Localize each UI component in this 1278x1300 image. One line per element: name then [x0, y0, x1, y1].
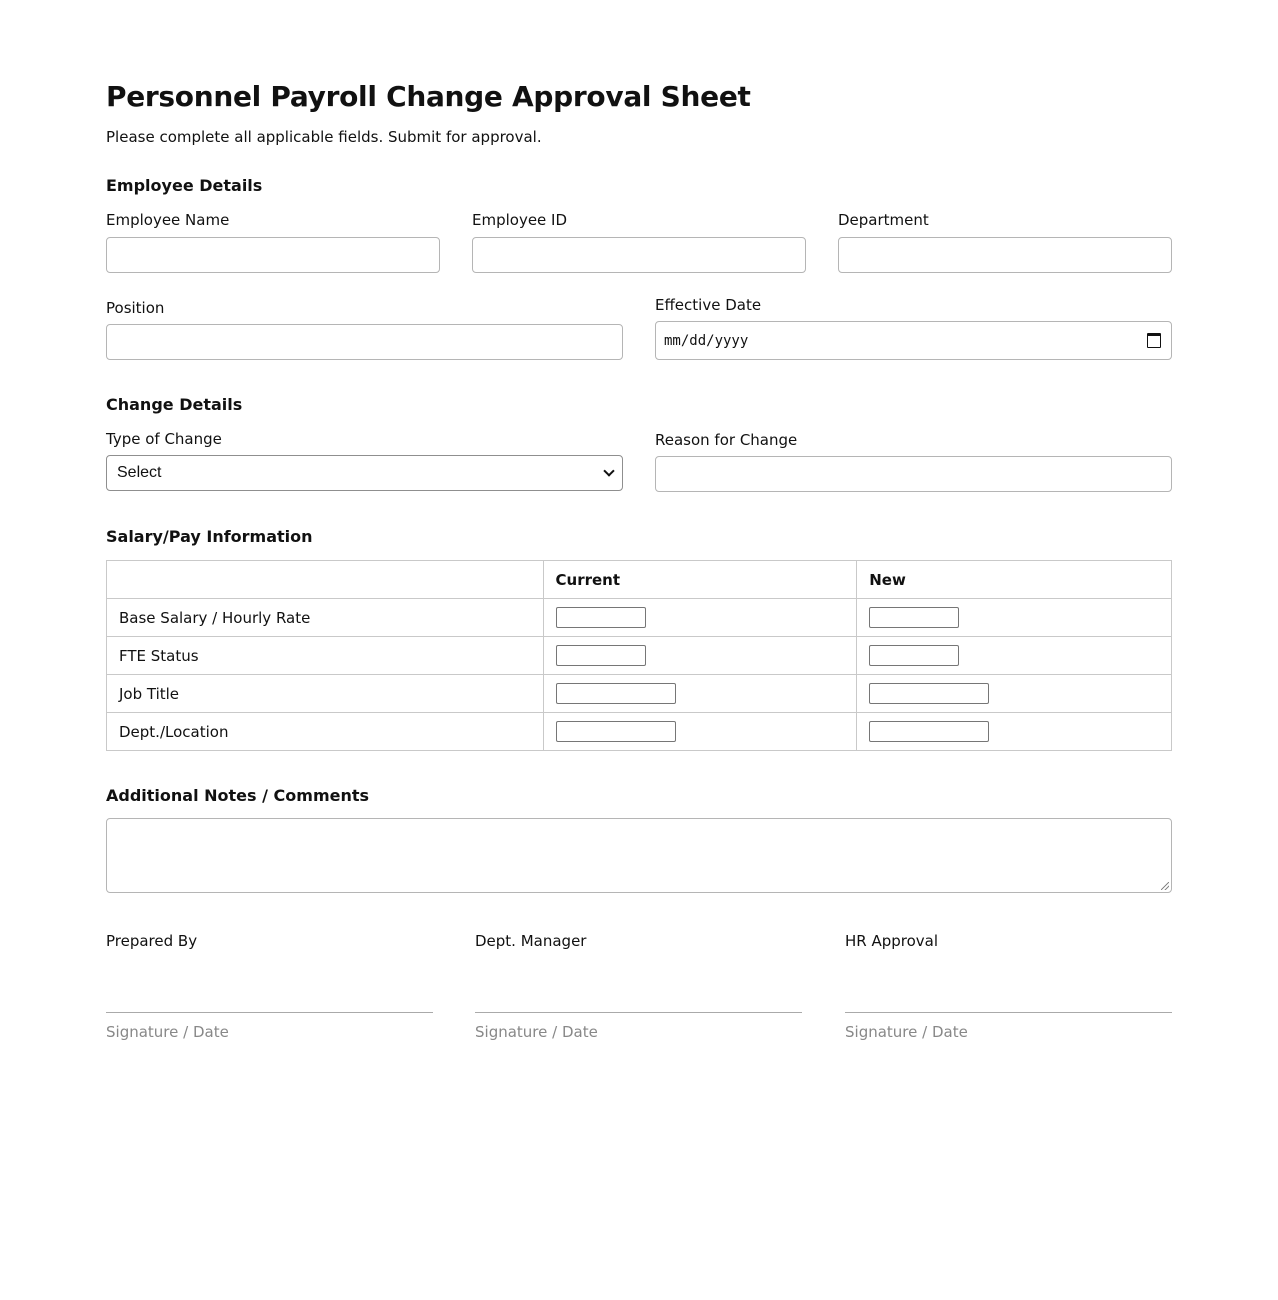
effective-date-placeholder: mm/dd/yyyy [664, 332, 749, 349]
page-subtitle: Please complete all applicable fields. Submit for approval. [106, 128, 542, 146]
signature-block-prepared-by [106, 932, 433, 1041]
type-of-change-selected: Select [117, 464, 162, 481]
cell-new [857, 713, 1172, 751]
salary-column-header-new: New [857, 561, 1172, 599]
employee-name-label: Employee Name [106, 211, 230, 229]
signature-title: HR Approval [845, 932, 939, 950]
cell-new [857, 637, 1172, 675]
position-field[interactable] [106, 324, 623, 360]
resize-grip-icon[interactable] [1161, 882, 1169, 890]
cell-new [857, 599, 1172, 637]
salary-table [106, 560, 1172, 751]
chevron-down-icon [603, 465, 614, 476]
reason-for-change-label: Reason for Change [655, 431, 798, 449]
table-row [107, 675, 1172, 713]
page-title: Personnel Payroll Change Approval Sheet [106, 80, 751, 113]
table-row [107, 637, 1172, 675]
row-label-job-title: Job Title [107, 675, 544, 713]
effective-date-field[interactable] [655, 321, 1172, 360]
fte-status-current-input[interactable] [556, 645, 646, 666]
reason-for-change-field[interactable] [655, 456, 1172, 492]
signature-title: Dept. Manager [475, 932, 587, 950]
fte-status-new-input[interactable] [869, 645, 959, 666]
salary-column-header-current: Current [543, 561, 857, 599]
table-row [107, 599, 1172, 637]
signature-block-dept-manager [475, 932, 802, 1041]
base-salary-new-input[interactable] [869, 607, 959, 628]
notes-textarea[interactable] [106, 818, 1172, 893]
table-row [107, 713, 1172, 751]
type-of-change-select[interactable] [106, 455, 623, 491]
effective-date-label: Effective Date [655, 296, 762, 314]
signature-caption: Signature / Date [106, 1023, 229, 1041]
cell-current [543, 713, 857, 751]
row-label-dept-location: Dept./Location [107, 713, 544, 751]
department-field[interactable] [838, 237, 1172, 273]
salary-column-header-blank [107, 561, 544, 599]
employee-id-field[interactable] [472, 237, 806, 273]
cell-new [857, 675, 1172, 713]
signature-caption: Signature / Date [475, 1023, 598, 1041]
employee-name-field[interactable] [106, 237, 440, 273]
type-of-change-label: Type of Change [106, 430, 222, 448]
signature-caption: Signature / Date [845, 1023, 968, 1041]
calendar-icon[interactable] [1147, 333, 1161, 348]
employee-id-label: Employee ID [472, 211, 568, 229]
cell-current [543, 675, 857, 713]
section-heading-change-details: Change Details [106, 395, 243, 414]
row-label-fte-status: FTE Status [107, 637, 544, 675]
cell-current [543, 599, 857, 637]
signature-block-hr-approval [845, 932, 1172, 1041]
section-heading-notes: Additional Notes / Comments [106, 786, 370, 805]
dept-location-current-input[interactable] [556, 721, 676, 742]
signature-title: Prepared By [106, 932, 198, 950]
row-label-base-salary: Base Salary / Hourly Rate [107, 599, 544, 637]
signature-line[interactable] [845, 1012, 1172, 1013]
department-label: Department [838, 211, 929, 229]
cell-current [543, 637, 857, 675]
section-heading-salary: Salary/Pay Information [106, 527, 313, 546]
section-heading-employee-details: Employee Details [106, 176, 263, 195]
salary-table-header-row [107, 561, 1172, 599]
dept-location-new-input[interactable] [869, 721, 989, 742]
job-title-new-input[interactable] [869, 683, 989, 704]
signature-line[interactable] [475, 1012, 802, 1013]
base-salary-current-input[interactable] [556, 607, 646, 628]
job-title-current-input[interactable] [556, 683, 676, 704]
signature-line[interactable] [106, 1012, 433, 1013]
position-label: Position [106, 299, 165, 317]
